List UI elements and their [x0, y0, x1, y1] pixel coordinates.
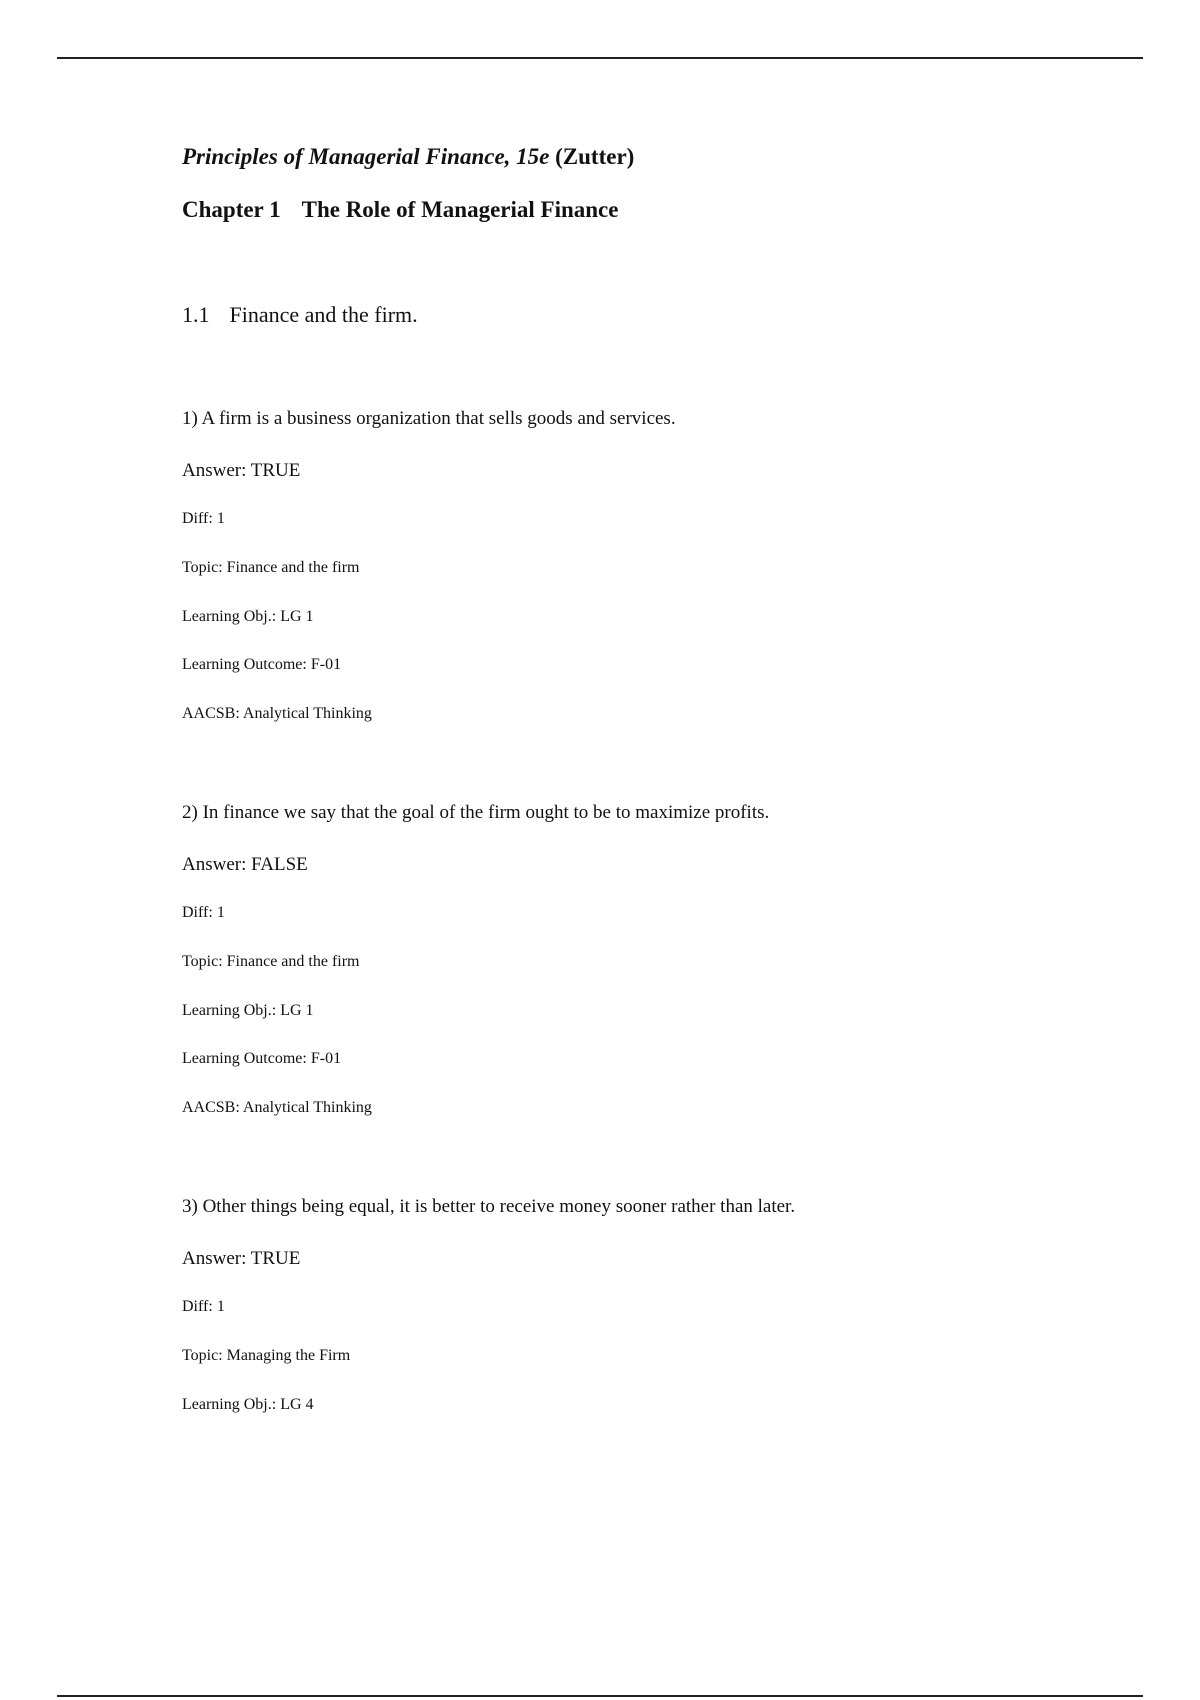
- question-topic: Topic: Finance and the firm: [182, 559, 360, 576]
- book-title-name: Principles of Managerial Finance, 15e: [182, 144, 550, 169]
- question-answer: Answer: TRUE: [182, 460, 301, 481]
- question-difficulty: Diff: 1: [182, 1298, 225, 1315]
- question-answer: Answer: TRUE: [182, 1248, 301, 1269]
- question-aacsb: AACSB: Analytical Thinking: [182, 705, 372, 722]
- question-topic: Topic: Finance and the firm: [182, 953, 360, 970]
- question-answer: Answer: FALSE: [182, 854, 308, 875]
- section-title: [182, 302, 418, 328]
- question-difficulty: Diff: 1: [182, 904, 225, 921]
- chapter-name: The Role of Managerial Finance: [301, 197, 619, 222]
- question-difficulty: Diff: 1: [182, 510, 225, 527]
- book-title: [182, 144, 634, 170]
- book-title-author: (Zutter): [555, 144, 635, 169]
- top-rule: [57, 57, 1143, 59]
- chapter-title: [182, 197, 618, 223]
- question-learning-obj: Learning Obj.: LG 1: [182, 608, 314, 625]
- question-learning-outcome: Learning Outcome: F-01: [182, 1050, 342, 1067]
- question-text: 1) A firm is a business organization that sells goods and services.: [182, 408, 676, 429]
- question-learning-outcome: Learning Outcome: F-01: [182, 656, 342, 673]
- question-learning-obj: Learning Obj.: LG 4: [182, 1396, 314, 1413]
- section-name: Finance and the firm.: [229, 302, 418, 327]
- question-text: 2) In finance we say that the goal of the firm ought to be to maximize profits.: [182, 802, 770, 823]
- question-topic: Topic: Managing the Firm: [182, 1347, 351, 1364]
- question-aacsb: AACSB: Analytical Thinking: [182, 1099, 372, 1116]
- question-text: 3) Other things being equal, it is better to receive money sooner rather than later.: [182, 1196, 796, 1217]
- bottom-rule: [57, 1695, 1143, 1697]
- question-learning-obj: Learning Obj.: LG 1: [182, 1002, 314, 1019]
- chapter-number: Chapter 1: [182, 197, 281, 222]
- section-number: 1.1: [182, 302, 210, 327]
